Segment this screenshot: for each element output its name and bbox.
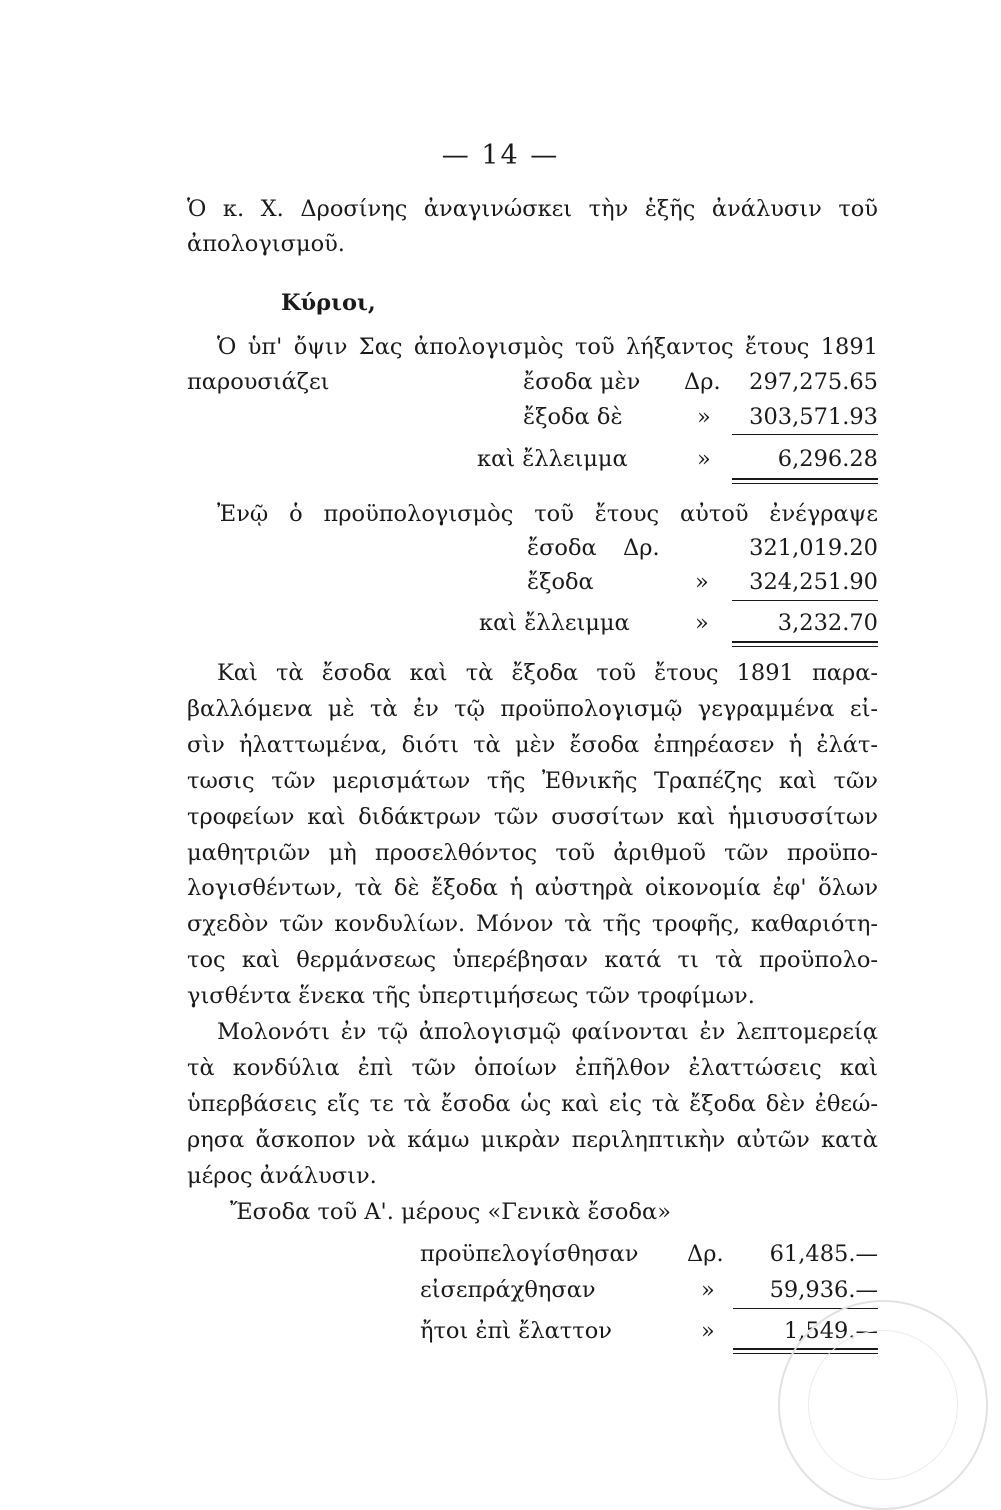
row-label: καὶ ἔλλειμμα [479, 610, 630, 636]
row-label: ἔσοδα [527, 535, 597, 561]
row-currency: Δρ. [687, 1241, 724, 1267]
row-label: ἔξοδα [527, 569, 594, 595]
account1-line-1: Ὁ ὑπ' ὄψιν Σας ἀπολογισμὸς τοῦ λήξαντος ἔτους 1891 [217, 334, 878, 360]
account2-row-income [187, 533, 878, 563]
row-label: εἰσεπράχθησαν [420, 1277, 596, 1303]
total-rule-double [732, 646, 878, 647]
paragraph1-line: βαλλόμενα μὲ τὰ ἐν τῷ προϋπολογισμῷ γεγραμμένα εἰ- [187, 696, 878, 722]
row-ditto: » [697, 446, 711, 472]
total-rule-double [732, 483, 878, 484]
account1-row-expense [187, 402, 878, 432]
paragraph1-line: μαθητριῶν μὴ προσελθόντος τοῦ ἀριθμοῦ τῶν προϋπο- [187, 840, 878, 866]
row-label: ἔσοδα μὲν [523, 369, 641, 395]
section-a-row-budgeted [187, 1239, 878, 1269]
stamp-inner-ring [808, 1330, 958, 1480]
paragraph2-line: τὰ κονδύλια ἐπὶ τῶν ὁποίων ἐπῆλθον ἐλαττώσεις καὶ [187, 1055, 878, 1081]
section-a-heading: Ἔσοδα τοῦ Α'. μέρους «Γενικὰ ἔσοδα» [230, 1199, 671, 1225]
subtotal-rule [732, 600, 878, 601]
row-amount: 321,019.20 [749, 535, 878, 561]
row-label: ἔξοδα δὲ [523, 404, 623, 430]
paragraph1-line: τροφείων καὶ διδάκτρων τῶν συσσίτων καὶ ἡμισυσσίτων [187, 804, 878, 830]
paragraph1-line: λογισθέντων, τὰ δὲ ἔξοδα ἡ αὐστηρὰ οἰκονομία ἐφ' ὅλων [187, 875, 878, 901]
row-amount: 61,485.— [769, 1241, 878, 1267]
row-amount: 297,275.65 [749, 369, 878, 395]
account1-row-income [187, 367, 878, 397]
total-rule [732, 641, 878, 643]
row-label: προϋπελογίσθησαν [420, 1241, 639, 1267]
row-amount: 303,571.93 [749, 404, 878, 430]
paragraph2-line: Μολονότι ἐν τῷ ἀπολογισμῷ φαίνονται ἐν λεπτομερείᾳ [217, 1019, 878, 1045]
total-rule [732, 478, 878, 480]
paragraph2-line: ρησα ἄσκοπον νὰ κάμω μικρὰν περιληπτικὴν αὐτῶν κατὰ [187, 1127, 878, 1153]
row-currency: Δρ. [623, 535, 660, 561]
presents-label: παρουσιάζει [187, 369, 330, 395]
paragraph1-line: τος καὶ θερμάνσεως ὑπερέβησαν κατά τι τὰ προϋπολο- [187, 947, 878, 973]
row-ditto: » [701, 1277, 715, 1303]
section-a-row-collected [187, 1275, 878, 1305]
account2-line-1: Ἐνῷ ὁ προϋπολογισμὸς τοῦ ἔτους αὐτοῦ ἐνέγραψε [217, 501, 878, 527]
account2-row-deficit [187, 608, 878, 638]
row-ditto: » [695, 569, 709, 595]
paragraph1-line: Καὶ τὰ ἔσοδα καὶ τὰ ἔξοδα τοῦ ἔτους 1891 παρα- [217, 660, 878, 686]
intro-line-1: Ὁ κ. Χ. Δροσίνης ἀναγινώσκει τὴν ἑξῆς ἀνάλυσιν τοῦ [187, 196, 878, 222]
page-number: — 14 — [441, 140, 560, 171]
section-a-row-shortfall [187, 1316, 878, 1346]
salutation: Κύριοι, [281, 290, 376, 316]
row-amount: 3,232.70 [777, 610, 878, 636]
paragraph2-line: ὑπερβάσεις εἴς τε τὰ ἔσοδα ὡς καὶ εἰς τὰ ἔξοδα δὲν ἐθεώ- [187, 1091, 878, 1117]
row-label: ἤτοι ἐπὶ ἔλαττον [420, 1318, 612, 1344]
paragraph1-line: σὶν ἠλαττωμένα, διότι τὰ μὲν ἔσοδα ἐπηρέασεν ἡ ἐλάτ- [187, 732, 878, 758]
row-amount: 1,549.— [783, 1318, 878, 1344]
paragraph1-line: γισθέντα ἕνεκα τῆς ὑπερτιμήσεως τῶν τροφίμων. [187, 983, 755, 1009]
row-amount: 6,296.28 [777, 446, 878, 472]
paragraph1-line: σχεδὸν τῶν κονδυλίων. Μόνον τὰ τῆς τροφῆς, καθαριότη- [187, 911, 878, 937]
paragraph2-line: μέρος ἀνάλυσιν. [187, 1163, 377, 1189]
row-ditto: » [697, 404, 711, 430]
row-ditto: » [701, 1318, 715, 1344]
account1-row-deficit [187, 444, 878, 474]
row-amount: 59,936.— [769, 1277, 878, 1303]
library-stamp [778, 1300, 988, 1510]
row-ditto: » [695, 610, 709, 636]
paragraph1-line: τωσις τῶν μερισμάτων τῆς Ἐθνικῆς Τραπέζης καὶ τῶν [187, 768, 878, 794]
row-currency: Δρ. [684, 369, 721, 395]
row-amount: 324,251.90 [749, 569, 878, 595]
account2-row-expense [187, 567, 878, 597]
intro-line-2: ἀπολογισμοῦ. [187, 231, 345, 257]
row-label: καὶ ἔλλειμμα [477, 446, 628, 472]
subtotal-rule [732, 434, 878, 435]
